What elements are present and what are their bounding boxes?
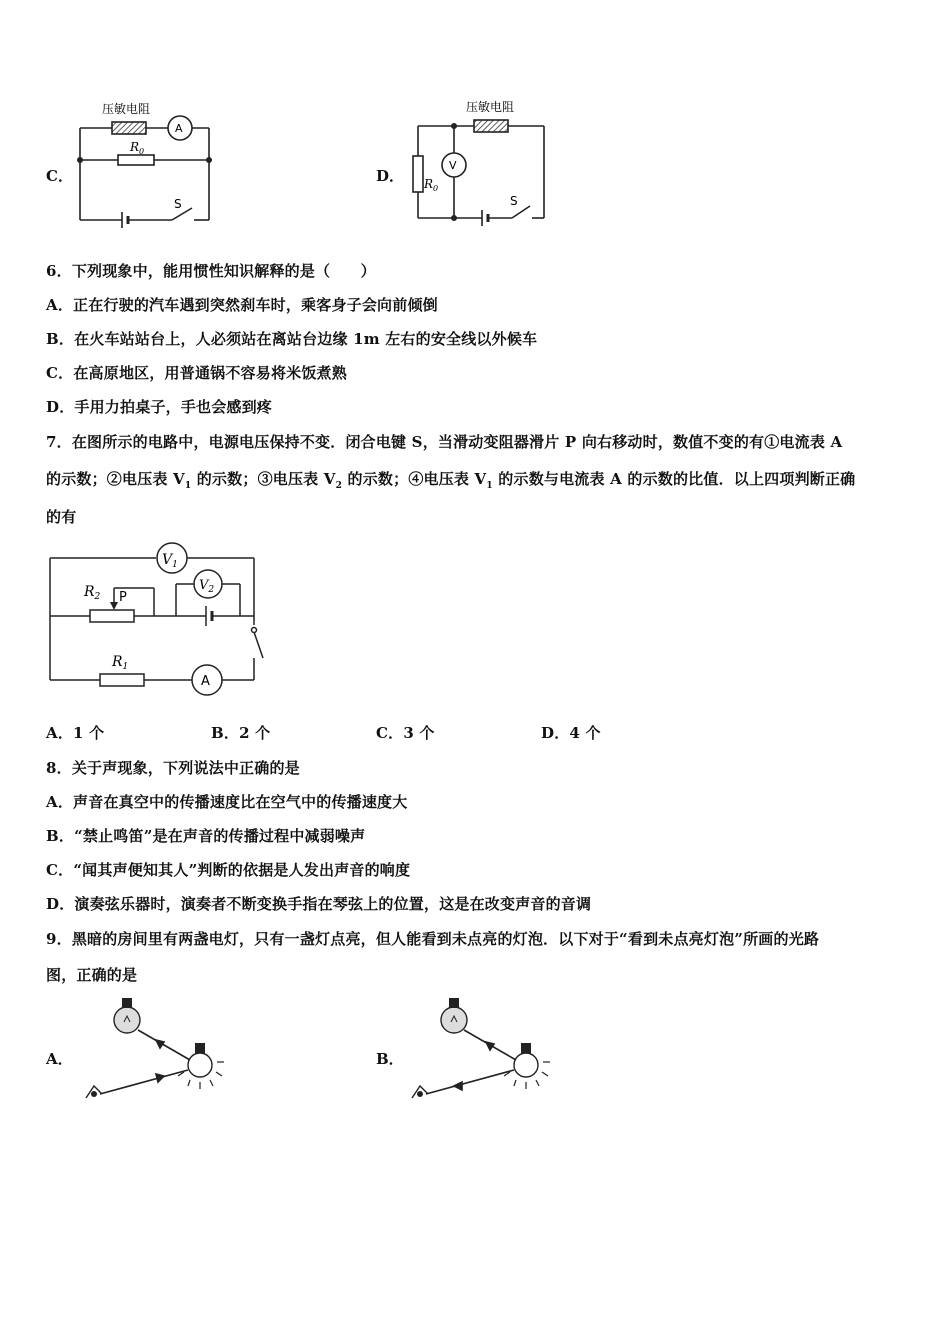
q9-diagram-a	[72, 990, 242, 1105]
q6-stem: 6．下列现象中，能用惯性知识解释的是（ ）	[46, 262, 376, 280]
eye-icon	[86, 1086, 102, 1098]
q7-option-b: B．2 个	[211, 724, 271, 742]
svg-text:R2	[83, 584, 101, 602]
q5-option-c-label: C．	[46, 167, 73, 185]
svg-text:V1	[162, 552, 178, 570]
q5-c-switch-label: S	[174, 197, 182, 211]
q7-v2-label: V	[199, 578, 209, 593]
q7-option-c: C．3 个	[376, 724, 435, 742]
q5-d-r0-sub: 0	[433, 184, 439, 193]
q9-diagram-b	[402, 990, 572, 1105]
q7-stem2-b: 的示数；③电压表 V	[191, 470, 336, 488]
q7-stem2-sub3: 1	[486, 481, 493, 491]
q8-stem: 8．关于声现象，下列说法中正确的是	[46, 759, 300, 777]
q5-circuit-d	[402, 98, 552, 228]
q5-d-voltmeter-label: V	[449, 159, 457, 172]
q7-stem2-a: 的示数；②电压表 V	[46, 470, 185, 488]
unlit-bulb-icon	[114, 998, 140, 1033]
q7-v1-sub: 1	[172, 560, 178, 570]
q7-stem2-c: 的示数；④电压表 V	[342, 470, 487, 488]
q7-option-d: D．4 个	[541, 724, 601, 742]
q7-stem2-d: 的示数与电流表 A 的示数的比值．以上四项判断正确	[492, 470, 856, 488]
svg-text:R1	[111, 654, 128, 672]
q9-stem-line1: 9．黑暗的房间里有两盏电灯，只有一盏灯点亮，但人能看到未点亮的灯泡．以下对于“看到未点亮灯泡”所画的光路	[46, 930, 820, 948]
q8-option-a: A．声音在真空中的传播速度比在空气中的传播速度大	[46, 793, 408, 811]
svg-text:R0	[423, 177, 438, 193]
q7-circuit	[44, 540, 264, 698]
q5-c-sensor-label: 压敏电阻	[102, 102, 151, 116]
q9-option-a-label: A．	[46, 1050, 73, 1068]
lit-bulb-icon	[504, 1043, 550, 1089]
lit-bulb-icon	[178, 1043, 224, 1089]
q5-option-d-label: D．	[376, 167, 405, 185]
eye-icon	[412, 1086, 428, 1098]
q5-circuit-c	[72, 98, 222, 228]
q6-option-b: B．在火车站站台上，人必须站在离站台边缘 1m 左右的安全线以外候车	[46, 330, 538, 348]
q7-r1-sub: 1	[122, 662, 129, 672]
q5-c-r0-sub: 0	[139, 147, 145, 156]
q5-d-switch-label: S	[510, 194, 518, 208]
q7-r2-label: R	[84, 584, 95, 600]
q6-option-c: C．在高原地区，用普通锅不容易将米饭煮熟	[46, 364, 347, 382]
q7-v2-sub: 2	[208, 585, 215, 595]
q8-option-d: D．演奏弦乐器时，演奏者不断变换手指在琴弦上的位置，这是在改变声音的音调	[46, 895, 592, 913]
svg-text:V2	[199, 578, 214, 595]
q7-p-label: P	[119, 590, 127, 605]
q7-stem2-sub2: 2	[335, 481, 343, 491]
q7-stem-line1: 7．在图所示的电路中，电源电压保持不变．闭合电键 S，当滑动变阻器滑片 P 向右移动时，数值不变的有①电流表 A	[46, 433, 843, 451]
q7-r1-label: R	[112, 654, 123, 670]
q5-c-ammeter-label: A	[175, 122, 183, 135]
q9-option-b-label: B．	[376, 1050, 404, 1068]
svg-text:R0	[129, 140, 144, 156]
q5-c-r0-label: R	[130, 140, 140, 154]
q7-v1-label: V	[162, 552, 173, 568]
q6-option-a: A．正在行驶的汽车遇到突然刹车时，乘客身子会向前倾倒	[46, 296, 438, 314]
q7-r2-sub: 2	[94, 592, 101, 602]
q7-option-a: A．1 个	[46, 724, 105, 742]
q7-ammeter-label: A	[201, 674, 210, 689]
q7-stem-line3: 的有	[46, 508, 77, 526]
q8-option-b: B．“禁止鸣笛”是在声音的传播过程中减弱噪声	[46, 827, 366, 845]
q8-option-c: C．“闻其声便知其人”判断的依据是人发出声音的响度	[46, 861, 411, 879]
unlit-bulb-icon	[441, 998, 467, 1033]
q9-stem-line2: 图，正确的是	[46, 966, 138, 984]
q7-stem-line2	[46, 468, 855, 491]
q5-d-sensor-label: 压敏电阻	[466, 100, 515, 114]
q5-d-r0-label: R	[424, 177, 434, 191]
q7-stem2-sub1: 1	[184, 481, 192, 491]
q6-option-d: D．手用力拍桌子，手也会感到疼	[46, 398, 273, 416]
